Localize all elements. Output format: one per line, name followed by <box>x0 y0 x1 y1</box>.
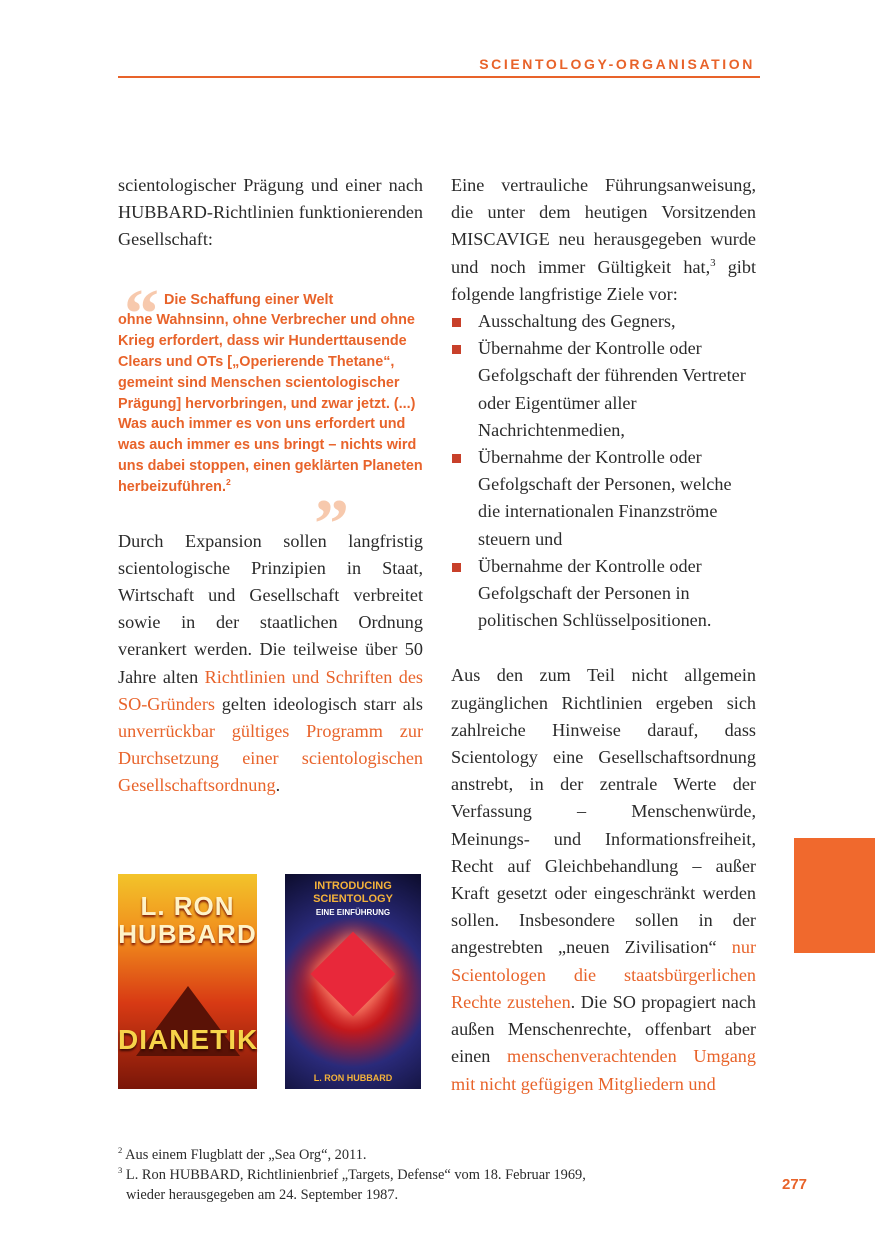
list-item <box>451 444 756 553</box>
book1-author: L. RON HUBBARD <box>118 891 257 949</box>
highlight-programm: unverrückbar gültiges Programm zur Durchsetzung einer scientologischen Gesellschaftsordnung <box>118 721 423 796</box>
chapter-tab-marker <box>794 838 875 953</box>
square-bullet-icon <box>452 563 461 572</box>
page-number: 277 <box>782 1176 808 1193</box>
close-quote-mark-icon: ” <box>314 485 349 563</box>
quote-text <box>118 290 423 498</box>
right-column <box>451 172 756 1098</box>
list-item <box>451 335 756 444</box>
paragraph-gap <box>451 634 756 662</box>
footnote-3 <box>118 1165 586 1185</box>
guidelines-paragraph <box>451 662 756 1097</box>
body-text: Eine vertrauliche Führungsanweisung, die unter dem heutigen Vorsitzenden MISCAVIGE neu herausgegeben wurde und noch immer Gültigkeit hat, <box>451 175 756 277</box>
dianetik-book-cover-image <box>118 874 257 1089</box>
square-bullet-icon <box>452 318 461 327</box>
quote-footnote-ref: 2 <box>225 476 231 487</box>
footnote-text: L. Ron HUBBARD, Richtlinienbrief „Targets, Defense“ vom 18. Februar 1969, <box>122 1167 586 1183</box>
crystal-icon <box>311 932 396 1017</box>
quote-body: ohne Wahnsinn, ohne Verbrecher und ohne Krieg erfordert, dass wir Hunderttausende Clears und OTs [„Operierende Thetane“, gemeint sind Menschen scientologischer Prägung] hervorbringen, und zwar jetzt. (...) Was auch immer es von uns erfordert und was auch immer es uns bringt – nichts wird uns dabei stoppen, einen geklärten Planeten herbeizuführen. <box>118 312 423 495</box>
pull-quote <box>118 275 423 563</box>
goals-intro <box>451 172 756 308</box>
highlight-richtlinien: Richtlinien und Schriften des SO-Gründers <box>118 666 423 714</box>
running-header: SCIENTOLOGY-ORGANISATION <box>479 56 755 72</box>
goal-text: Ausschaltung des Gegners, <box>478 311 676 332</box>
expansion-paragraph <box>118 528 423 800</box>
intro-paragraph: scientologischer Prägung und einer nach HUBBARD-Richtlinien funktionierenden Gesellschaft: <box>118 175 423 250</box>
body-text: gelten ideologisch starr als <box>215 693 423 714</box>
open-quote-mark-icon: “ <box>124 275 159 353</box>
goal-text: Übernahme der Kontrolle oder Gefolgschaft der Personen, welche die internationalen Finanzströme steuern und <box>478 447 732 549</box>
body-text: Durch Expansion sollen langfristig scientologische Prinzipien in Staat, Wirtschaft und Gesellschaft verbreitet sowie in der staatlichen Ordnung verankert werden. Die teilweise über 50 Jahre alten <box>118 530 423 687</box>
body-text: . Die SO propagiert nach außen Menschenrechte, offenbart aber einen <box>451 991 756 1067</box>
square-bullet-icon <box>452 454 461 463</box>
footnote-3-continued: wieder herausgegeben am 24. September 1987. <box>126 1187 399 1203</box>
highlight-rechte: nur Scientologen die staatsbürgerlichen Rechte zustehen <box>451 937 756 1012</box>
footnote-text: Aus einem Flugblatt der „Sea Org“, 2011. <box>122 1147 367 1163</box>
square-bullet-icon <box>452 345 461 354</box>
left-column <box>118 172 423 800</box>
scientology-book-cover-image <box>285 874 421 1089</box>
list-item <box>451 553 756 635</box>
goal-text: Übernahme der Kontrolle oder Gefolgschaft der Personen in politischen Schlüsselpositionen. <box>478 555 712 631</box>
body-text: gibt folgende langfristige Ziele vor: <box>451 256 756 304</box>
footnote-number: 2 <box>118 1145 123 1156</box>
list-item <box>451 308 756 335</box>
goals-list <box>451 308 756 634</box>
book2-title: INTRODUCING SCIENTOLOGY <box>313 880 393 905</box>
footnote-2 <box>118 1145 586 1165</box>
highlight-umgang: menschenverachtenden Umgang mit nicht gefügigen Mitgliedern und <box>451 1046 756 1094</box>
footnote-ref: 3 <box>710 256 716 269</box>
book2-subtitle: EINE EINFÜHRUNG <box>315 908 391 917</box>
footnote-number: 3 <box>118 1165 123 1176</box>
goal-text: Übernahme der Kontrolle oder Gefolgschaft der führenden Vertreter oder Eigentümer aller Nachrichtenmedien, <box>478 338 746 440</box>
book1-title: DIANETIK <box>118 1024 259 1055</box>
body-text: . <box>275 775 281 796</box>
footnotes <box>118 1145 586 1205</box>
book2-author: L. RON HUBBARD <box>313 1073 393 1083</box>
body-text: Aus den zum Teil nicht allgemein zugänglichen Richtlinien ergeben sich zahlreiche Hinweise darauf, dass Scientology eine Gesellschaftsordnung anstrebt, in der zentrale Werte der Verfassung – Menschenwürde, Meinungs- und Informationsfreiheit, Recht auf Gleichbehandlung – außer Kraft gesetzt oder eingeschränkt werden sollen. Insbesondere sollen in der angestrebten „neuen Zivilisation“ <box>451 665 756 958</box>
header-rule <box>118 76 760 78</box>
quote-first-line: Die Schaffung einer Welt <box>164 291 334 308</box>
